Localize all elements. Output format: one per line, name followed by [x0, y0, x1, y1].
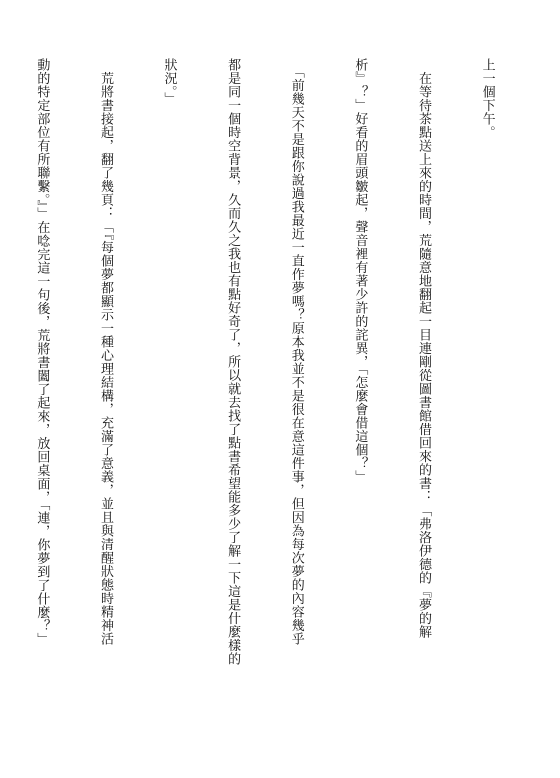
- text-line: 上一個下午。: [479, 58, 495, 139]
- text-line: 析』？」好看的眉頭皺起，聲音裡有著少許的詫異，「怎麼會借這個？」: [352, 58, 368, 484]
- text-line: 都是同一個時空背景，久而久之我也有點好奇了，所以就去找了點書希望能多少了解一下這是什麼樣的: [225, 58, 241, 666]
- text-line: 動的特定部位有所聯繫。』」在唸完這一句後，荒將書闔了起來，放回桌面，「連，你夢到了什麼？」: [34, 58, 50, 646]
- text-line: 在等待茶點送上來的時間，荒隨意地翻起一目連剛從圖書館借回來的書：「弗洛伊德的『夢的解: [415, 58, 431, 639]
- text-line: 荒將書接起，翻了幾頁：「『每個夢都顯示一種心理結構，充滿了意義，並且與清醒狀態時精神活: [97, 58, 113, 646]
- vertical-text-body: [0, 58, 540, 723]
- text-line: 「前幾天不是跟你說過我最近一直作夢嗎？原本我並不是很在意這件事，但因為每次夢的內容幾乎: [288, 58, 304, 646]
- text-line: 狀況。」: [161, 58, 177, 106]
